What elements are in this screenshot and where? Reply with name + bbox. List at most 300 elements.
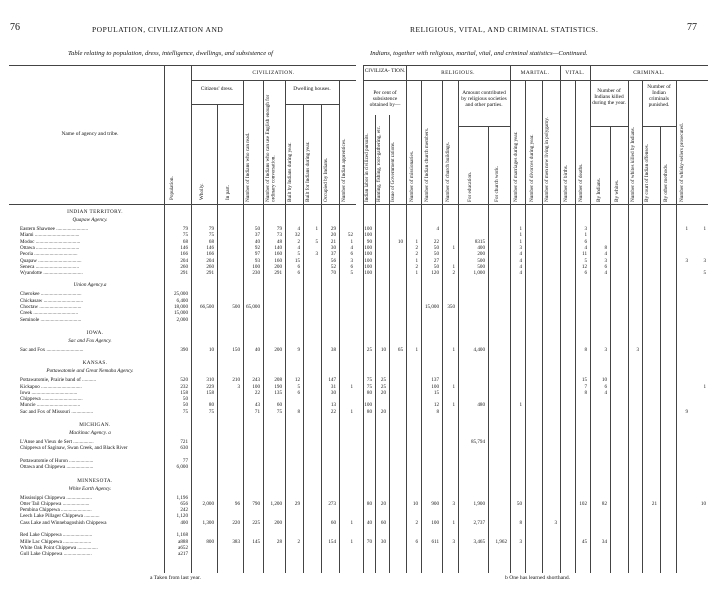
- cell-r13: 82: [601, 500, 607, 507]
- cell-bi: 2: [297, 238, 300, 245]
- cell-r0: 100: [364, 226, 372, 232]
- right-col-other: By other methods.: [663, 163, 669, 202]
- right-col-missionaries: Number of missionaries.: [409, 150, 415, 202]
- cell-pop: 1,120: [176, 513, 188, 520]
- cell-eng: 160: [274, 257, 282, 264]
- cell-w: 80: [208, 402, 214, 409]
- cell-bi: 15: [294, 257, 300, 264]
- cell-pop: 6,000: [176, 464, 188, 471]
- cell-r0: 40: [366, 519, 372, 526]
- cell-w: 75: [208, 232, 214, 239]
- cell-r0: 100: [364, 251, 372, 258]
- cell-r3: 1: [415, 238, 418, 245]
- tribe-name: Red Lake Chippewa .......................: [20, 532, 93, 539]
- cell-w: 158: [206, 389, 214, 396]
- cell-pop: 291: [180, 270, 188, 277]
- cell-eng: 75: [276, 408, 282, 415]
- cell-r6: 500: [477, 263, 485, 270]
- cell-r12: 8: [584, 346, 587, 353]
- cell-r13: 4: [604, 270, 607, 277]
- cell-p: 220: [232, 519, 240, 526]
- tribe-name: Kickapoo ................................: [20, 383, 82, 390]
- cell-eng: 73: [276, 232, 282, 239]
- cell-bi: 8: [297, 408, 300, 415]
- cell-r6: 400: [477, 244, 485, 251]
- section-title: MICHIGAN.: [79, 422, 111, 428]
- cell-r12: 15: [581, 377, 587, 384]
- cell-r0: 100: [364, 263, 372, 270]
- left-col-occupied: Occupied by Indians.: [323, 157, 329, 202]
- cell-pop: 146: [180, 244, 188, 251]
- cell-bi: 2: [297, 538, 300, 545]
- cell-r6: 2,737: [473, 519, 485, 526]
- cell-pop: 68: [182, 238, 188, 245]
- right-group-criminal: CRIMINAL.: [633, 70, 665, 76]
- cell-bi: 4: [297, 244, 300, 251]
- tribe-name: Otter Tail Chippewa .....................: [20, 500, 90, 507]
- right-group-vital: VITAL.: [565, 70, 585, 76]
- cell-r3: 6: [415, 538, 418, 545]
- cell-r8: 4: [519, 270, 522, 277]
- agency-title: Mackinac Agency. a: [69, 430, 111, 436]
- cell-r13: 4: [604, 251, 607, 258]
- cell-r1: 10: [380, 346, 386, 353]
- left-col-wholly: Wholly.: [199, 183, 205, 200]
- tribe-name: Chickasaw ...............................: [20, 297, 84, 304]
- cell-r12: 4: [584, 244, 587, 251]
- cell-r12: 12: [581, 263, 587, 270]
- tribe-name: Cherokee ................................: [20, 291, 82, 298]
- tribe-name: Pottawatomie, Prairie band of ...........: [20, 377, 97, 384]
- cell-r13: 4: [604, 389, 607, 396]
- cell-r19: 1: [703, 226, 706, 232]
- cell-oc: 30: [330, 389, 336, 396]
- cell-read: 43: [254, 402, 260, 409]
- right-col-by-whites: By whites.: [614, 179, 620, 202]
- tribe-name: White Oak Point Chippewa ................: [20, 544, 98, 551]
- right-page-number: 77: [687, 22, 697, 33]
- cell-pop: 2,000: [176, 316, 188, 323]
- right-col-church-work: For church work.: [494, 166, 500, 202]
- cell-r0: 100: [364, 402, 372, 409]
- tribe-name: Gull Lake Chippewa ......................: [20, 551, 92, 558]
- cell-pop: 204: [180, 257, 188, 264]
- cell-r19: 1: [703, 383, 706, 390]
- cell-bi: 6: [297, 389, 300, 396]
- cell-bi: 32: [294, 232, 300, 239]
- cell-r8: 1: [519, 226, 522, 232]
- cell-r0: 80: [366, 408, 372, 415]
- cell-r12: 102: [579, 500, 587, 507]
- cell-eng: 140: [274, 244, 282, 251]
- cell-w: 66,500: [199, 304, 214, 310]
- cell-pop: a217: [178, 551, 188, 558]
- cell-pop: 242: [180, 507, 188, 514]
- cell-r4: 50: [433, 244, 439, 251]
- cell-oc: 30: [330, 244, 336, 251]
- cell-r12: 7: [584, 383, 587, 390]
- tribe-name: Wyandotte ...............................: [20, 270, 83, 277]
- cell-p: 96: [234, 500, 240, 507]
- cell-r6: 4,400: [473, 346, 485, 353]
- cell-eng: 200: [274, 263, 282, 270]
- cell-w: 800: [206, 538, 214, 545]
- cell-r4: 900: [431, 500, 439, 507]
- cell-r12: 1: [584, 232, 587, 239]
- section-title: INDIAN TERRITORY.: [67, 209, 123, 215]
- agency-title: Pottawatomie and Great Nemaha Agency.: [46, 368, 134, 375]
- right-col-court: By court of Indian offenses.: [644, 144, 650, 202]
- tribe-name: Ottawa ..................................: [20, 244, 80, 251]
- cell-pop: 25,000: [173, 291, 188, 298]
- cell-r3: 2: [415, 244, 418, 251]
- cell-r6: 1,900: [473, 500, 485, 507]
- right-footnote: b One has learned shorthand.: [505, 575, 571, 581]
- cell-r4: 12: [433, 402, 439, 409]
- tribe-name: Quapaw ..................................: [20, 257, 82, 264]
- right-caption: Indians, together with religious, marital, vital, and criminal statistics—Continued.: [370, 50, 588, 57]
- cell-p: 500: [232, 304, 240, 310]
- cell-pop: 15,000: [173, 310, 188, 317]
- left-col-built-for: Built for Indians during year.: [305, 141, 311, 202]
- cell-r0: 100: [364, 244, 372, 251]
- cell-r10: 3: [554, 519, 557, 526]
- cell-eng: 28: [276, 538, 282, 545]
- cell-ap: 6: [350, 263, 353, 270]
- cell-pop: 232: [180, 383, 188, 390]
- cell-pop: 18,000: [173, 304, 188, 310]
- cell-ap: 3: [350, 257, 353, 264]
- agency-title: Sac and Fox Agency.: [68, 337, 112, 344]
- cell-pop: 630: [180, 445, 188, 452]
- cell-r3: 1: [415, 270, 418, 277]
- cell-read: 93: [254, 257, 260, 264]
- cell-oc: 154: [328, 538, 336, 545]
- tribe-name: Miami ...................................: [20, 232, 80, 239]
- cell-w: 291: [206, 270, 214, 277]
- right-col-percent: Per cent of subsistence obtained by—: [369, 90, 401, 108]
- cell-read: 225: [252, 519, 260, 526]
- cell-r15: 3: [636, 346, 639, 353]
- cell-r4: 27: [433, 257, 439, 264]
- cell-r18: 3: [685, 257, 688, 264]
- right-group-marital: MARITAL.: [520, 70, 550, 76]
- section-title: MINNESOTA.: [77, 477, 113, 484]
- right-col-hunting: Hunting, fishing, root-gathering, etc.: [376, 125, 382, 202]
- tribe-name: Leech Lake Pillager Chippewa ............: [20, 513, 100, 520]
- tribe-name: Mississippi Chippewa ....................: [20, 494, 92, 501]
- cell-r5: 1: [452, 263, 455, 270]
- cell-r4: 137: [431, 377, 439, 384]
- cell-eng: 60: [276, 402, 282, 409]
- right-col-whites-killed: Number of whites killed by Indians.: [630, 127, 636, 202]
- cell-r2: 65: [397, 346, 403, 353]
- tribe-name: Modoc ...................................: [20, 238, 81, 245]
- tribe-name: Creek ...................................: [20, 310, 79, 317]
- cell-ap: 1: [350, 238, 353, 245]
- cell-r13: 6: [604, 383, 607, 390]
- right-col-education: For education.: [467, 172, 473, 202]
- cell-bi: 5: [297, 383, 300, 390]
- cell-w: 1,300: [202, 519, 214, 526]
- cell-r6: 500: [477, 257, 485, 264]
- cell-read: 40: [254, 238, 260, 245]
- cell-r4: 4: [436, 226, 439, 232]
- left-col-apprentices: Number of Indian apprentices.: [341, 138, 347, 202]
- cell-r8: 1: [519, 238, 522, 245]
- cell-r12: 8: [584, 389, 587, 396]
- cell-r3: 1: [415, 346, 418, 353]
- cell-r8: 4: [519, 251, 522, 258]
- cell-pop: 656: [180, 500, 188, 507]
- cell-r12: 5: [584, 257, 587, 264]
- cell-read: 243: [252, 377, 260, 384]
- cell-r1: 60: [380, 519, 386, 526]
- cell-read: 100: [252, 263, 260, 270]
- right-col-whisky: Number of whisky-sellers prosecuted.: [679, 123, 685, 202]
- cell-bf: 1: [315, 226, 318, 232]
- cell-r12: 3: [584, 226, 587, 232]
- cell-r0: 100: [364, 232, 372, 239]
- tribe-name: Muncie ..................................: [20, 402, 81, 409]
- tribe-name: Iowa ....................................: [20, 389, 78, 396]
- cell-p: 150: [232, 346, 240, 353]
- cell-r13: 3: [604, 257, 607, 264]
- cell-p: 383: [232, 538, 240, 545]
- cell-w: 260: [206, 263, 214, 270]
- cell-r3: 2: [415, 263, 418, 270]
- cell-r0: 75: [366, 383, 372, 390]
- cell-r7: 1,962: [495, 538, 507, 545]
- section-title: KANSAS.: [82, 360, 108, 367]
- left-caption: Table relating to population, dress, intelligence, dwellings, and subsistence of: [68, 50, 273, 57]
- cell-ap: 6: [350, 251, 353, 258]
- right-col-members: Number of Indian church members.: [424, 127, 430, 202]
- cell-r3: 2: [415, 251, 418, 258]
- cell-r16: 21: [651, 500, 657, 507]
- cell-r4: 50: [433, 251, 439, 258]
- tribe-name: Pembina Chippewa ........................: [20, 507, 92, 514]
- cell-read: 230: [252, 270, 260, 277]
- cell-bi: 12: [294, 377, 300, 384]
- cell-bi: 29: [294, 500, 300, 507]
- cell-oc: 29: [330, 226, 336, 232]
- cell-r18: 1: [685, 226, 688, 232]
- cell-pop: 79: [182, 226, 188, 232]
- cell-pop: 77: [182, 457, 188, 464]
- cell-pop: 6,400: [176, 297, 188, 304]
- cell-read: 71: [254, 408, 260, 415]
- cell-r8: 1: [519, 232, 522, 239]
- cell-r4: 120: [431, 270, 439, 277]
- cell-r0: 70: [366, 538, 372, 545]
- cell-bf: 5: [315, 238, 318, 245]
- cell-eng: 48: [276, 238, 282, 245]
- cell-oc: 13: [330, 402, 336, 409]
- cell-pop: 260: [180, 263, 188, 270]
- tribe-name: Eastern Shawnee .........................: [20, 226, 89, 232]
- cell-w: 10: [208, 346, 214, 353]
- cell-read: 40: [254, 346, 260, 353]
- cell-r12: 11: [582, 251, 587, 258]
- cell-eng: 208: [274, 377, 282, 384]
- tribe-name: Chippewa of Saginaw, Swan Creek, and Black River: [20, 445, 128, 452]
- cell-pop: 50: [182, 396, 188, 403]
- cell-ap: 1: [350, 408, 353, 415]
- cell-oc: 21: [330, 238, 336, 245]
- cell-eng: 200: [274, 519, 282, 526]
- left-col-read: Number of Indians who can read.: [245, 132, 251, 202]
- cell-bi: 6: [297, 263, 300, 270]
- cell-ap: 5: [350, 270, 353, 277]
- cell-read: 22: [254, 389, 260, 396]
- cell-r1: 30: [380, 538, 386, 545]
- cell-r4: 15: [433, 389, 439, 396]
- cell-r3: 2: [415, 519, 418, 526]
- cell-r6: 85,794: [470, 439, 485, 445]
- cell-r13: 6: [604, 263, 607, 270]
- tribe-name: Sac and Fox .............................: [20, 346, 84, 353]
- cell-r13: 34: [601, 538, 607, 545]
- cell-r18: 9: [685, 408, 688, 415]
- cell-pop: 158: [180, 389, 188, 396]
- left-col-in-part: In part.: [225, 185, 231, 200]
- tribe-name: Cass Lake and Winnebagoshish Chippewa: [20, 519, 107, 526]
- left-footnote: a Taken from last year.: [150, 575, 201, 581]
- cell-oc: 52: [330, 263, 336, 270]
- cell-pop: 390: [180, 346, 188, 353]
- cell-r0: 100: [364, 270, 372, 277]
- cell-oc: 147: [328, 377, 336, 384]
- left-group-dress: Citizens' dress.: [200, 86, 234, 92]
- cell-r8: 8: [519, 519, 522, 526]
- cell-r12: 45: [581, 538, 587, 545]
- cell-pop: 400: [180, 519, 188, 526]
- cell-eng: 190: [274, 383, 282, 390]
- cell-r6: 1,000: [473, 270, 485, 277]
- cell-r3: 10: [412, 500, 418, 507]
- cell-oc: 22: [330, 408, 336, 415]
- cell-read: 145: [252, 538, 260, 545]
- cell-read: 65,000: [245, 304, 260, 310]
- cell-oc: 20: [330, 232, 336, 239]
- cell-r3: 1: [415, 257, 418, 264]
- cell-oc: 38: [330, 346, 336, 353]
- cell-r5: 350: [447, 304, 455, 310]
- cell-r6: 480: [477, 402, 485, 409]
- left-group-dwellings: Dwelling houses.: [293, 86, 331, 92]
- tribe-name: Seneca ..................................: [20, 263, 79, 270]
- cell-r6: 8315: [474, 238, 485, 245]
- cell-oc: 273: [328, 500, 336, 507]
- cell-r8: 3: [519, 538, 522, 545]
- cell-r4: 611: [431, 538, 439, 545]
- tribe-name: Choctaw .................................: [20, 304, 82, 310]
- cell-read: 92: [254, 244, 260, 251]
- cell-w: 68: [208, 238, 214, 245]
- cell-w: 204: [206, 257, 214, 264]
- cell-bi: 5: [297, 251, 300, 258]
- cell-oc: 31: [330, 383, 336, 390]
- left-page-number: 76: [10, 22, 20, 33]
- right-col-deaths: Number of deaths.: [578, 163, 584, 202]
- cell-eng: 291: [274, 270, 282, 277]
- cell-r1: 25: [380, 377, 386, 384]
- cell-r5: 1: [452, 346, 455, 353]
- left-col-english: Number of Indians who can use English enough for ordinary conversation.: [265, 94, 277, 202]
- cell-r12: 6: [584, 270, 587, 277]
- cell-read: 790: [252, 500, 260, 507]
- cell-r0: 80: [366, 389, 372, 396]
- agency-title: White Earth Agency.: [68, 485, 112, 492]
- cell-r0: 80: [366, 500, 372, 507]
- tribe-name: Ottawa and Chippewa .....................: [20, 464, 94, 471]
- cell-w: 310: [206, 377, 214, 384]
- right-col-issue: Issue of Government rations.: [390, 141, 396, 202]
- tribe-name: Mille Lac Chippewa ......................: [20, 538, 92, 545]
- tribe-name: Pottawatomie of Huron ...................: [20, 457, 94, 464]
- tribe-name: Peoria ..................................: [20, 251, 78, 258]
- section-title: IOWA.: [86, 329, 104, 336]
- tribe-name: Seminole ................................: [20, 316, 82, 323]
- left-col-population: Population.: [169, 176, 175, 200]
- cell-pop: 50: [182, 402, 188, 409]
- cell-r6: 200: [477, 251, 485, 258]
- cell-ap: 1: [350, 519, 353, 526]
- cell-r1: 25: [380, 383, 386, 390]
- cell-ap: 4: [350, 244, 353, 251]
- cell-bi: 6: [297, 270, 300, 277]
- agency-title: Union Agency.a: [73, 282, 107, 289]
- cell-bf: 3: [315, 251, 318, 258]
- cell-r19: 10: [700, 500, 706, 507]
- right-col-marriages: Number of marriages during year.: [513, 131, 519, 202]
- cell-w: 75: [208, 408, 214, 415]
- cell-r13: 3: [604, 346, 607, 353]
- cell-w: 2,000: [202, 500, 214, 507]
- cell-pop: 1,168: [176, 532, 188, 539]
- cell-r4: 8: [436, 408, 439, 415]
- left-group-civilization: CIVILIZATION.: [252, 70, 295, 76]
- cell-r0: 90: [366, 238, 372, 245]
- cell-pop: 721: [180, 439, 188, 445]
- cell-r4: 100: [431, 519, 439, 526]
- cell-p: 3: [237, 383, 240, 390]
- cell-ap: 1: [350, 538, 353, 545]
- cell-oc: 60: [330, 519, 336, 526]
- cell-r0: 25: [366, 346, 372, 353]
- cell-r0: 100: [364, 257, 372, 264]
- cell-pop: 166: [180, 251, 188, 258]
- right-col-births: Number of births.: [563, 164, 569, 202]
- right-col-criminals: Number of Indian criminals punished.: [647, 84, 671, 108]
- cell-eng: 135: [274, 389, 282, 396]
- right-col-polygamy: Number of men now living in polygamy.: [544, 117, 550, 202]
- tribe-name: Chippewa ................................: [20, 396, 83, 403]
- right-group-civ: CIVILIZA- TION.: [364, 68, 406, 74]
- cell-pop: 1,196: [176, 494, 188, 501]
- cell-r2: 10: [397, 238, 403, 245]
- right-col-divorces: Number of divorces during year.: [529, 134, 535, 202]
- tribe-name: L'Anse and Vieux de Sert ................: [20, 439, 94, 445]
- cell-w: 166: [206, 251, 214, 258]
- right-running-head: RELIGIOUS, VITAL, AND CRIMINAL STATISTICS.: [410, 25, 599, 34]
- agency-title: Quapaw Agency.: [72, 217, 108, 223]
- left-col-name: Name of agency and tribe.: [61, 131, 119, 137]
- cell-r5: 3: [452, 500, 455, 507]
- cell-read: 100: [252, 383, 260, 390]
- cell-oc: 70: [330, 270, 336, 277]
